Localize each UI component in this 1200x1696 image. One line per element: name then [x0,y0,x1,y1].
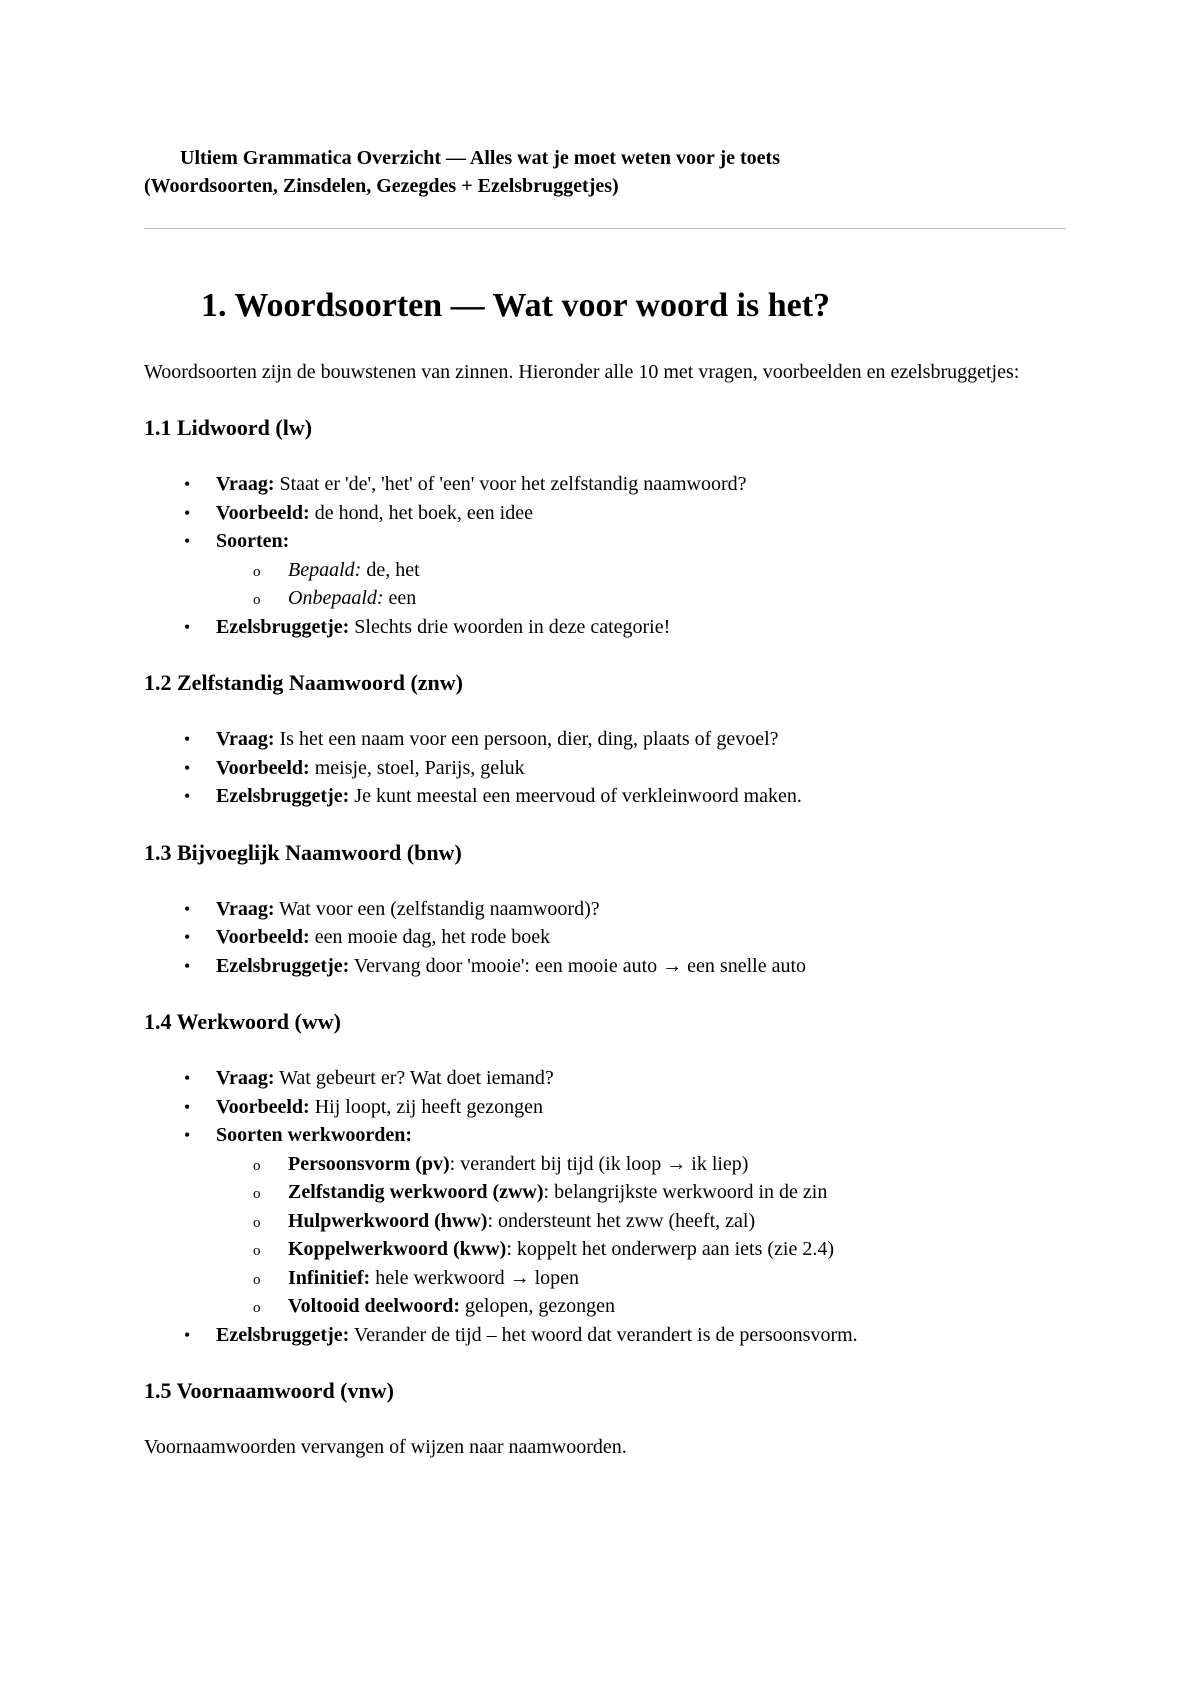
horizontal-rule [144,228,1066,229]
list-zelfstandig-naamwoord [144,725,1066,811]
document-body [144,358,1066,1461]
section-heading-woordsoorten: 1. Woordsoorten — Wat voor woord is het? [201,287,831,324]
sublist-lidwoord-soorten [216,556,1066,613]
document-title-line-1: Ultiem Grammatica Overzicht — Alles wat je moet weten voor je toets [180,147,780,169]
list-item: • Vraag: Staat er 'de', 'het' of 'een' voor het zelfstandig naamwoord? [144,470,1066,499]
list-item: • Ezelsbruggetje: Verander de tijd – het woord dat verandert is de persoonsvorm. [144,1321,1066,1350]
list-item: • Soorten werkwoorden: o Persoonsvorm (pv): verandert bij tijd (ik loop → ik liep) o Zelfstandig werkwoord (zww): belangrijkste werkwoord in de zin o Hulpwerkwoord (hww): ondersteunt het zww (heeft, zal) o Koppelwerkwoord (kww): koppelt het onderwerp aan iets (zie 2.4) o Infinitief: hele werkwoord → lopen o Voltooid deelwoord: gelopen, gezongen [144,1121,1066,1321]
subheading-werkwoord: 1.4 Werkwoord (ww) [144,1009,341,1034]
sublist-item: o Infinitief: hele werkwoord → lopen [144,1264,1066,1293]
document-title [144,144,1066,200]
sublist-item: o Koppelwerkwoord (kww): koppelt het onderwerp aan iets (zie 2.4) [144,1235,1066,1264]
subheading-lidwoord: 1.1 Lidwoord (lw) [144,415,313,440]
document-title-line-2: (Woordsoorten, Zinsdelen, Gezegdes + Ezelsbruggetjes) [144,175,619,197]
list-item: • Voorbeeld: meisje, stoel, Parijs, geluk [144,754,1066,783]
list-item: • Soorten: o Bepaald: de, het o Onbepaald: een [144,527,1066,613]
sublist-item: o Persoonsvorm (pv): verandert bij tijd (ik loop → ik liep) [144,1150,1066,1179]
list-werkwoord [144,1064,1066,1349]
list-item: • Ezelsbruggetje: Je kunt meestal een meervoud of verkleinwoord maken. [144,782,1066,811]
list-item: • Ezelsbruggetje: Slechts drie woorden in deze categorie! [144,613,1066,642]
list-bijvoeglijk-naamwoord [144,895,1066,981]
list-item: • Vraag: Wat voor een (zelfstandig naamwoord)? [144,895,1066,924]
sublist-item: o Voltooid deelwoord: gelopen, gezongen [144,1292,1066,1321]
sublist-item: o Hulpwerkwoord (hww): ondersteunt het zww (heeft, zal) [144,1207,1066,1236]
intro-paragraph: Woordsoorten zijn de bouwstenen van zinnen. Hieronder alle 10 met vragen, voorbeelden en ezelsbruggetjes: [144,361,1020,383]
voornaamwoord-paragraph: Voornaamwoorden vervangen of wijzen naar naamwoorden. [144,1436,627,1458]
list-item: • Ezelsbruggetje: Vervang door 'mooie': een mooie auto → een snelle auto [144,952,1066,981]
list-lidwoord [144,470,1066,641]
list-item: • Voorbeeld: de hond, het boek, een idee [144,499,1066,528]
subheading-voornaamwoord: 1.5 Voornaamwoord (vnw) [144,1378,394,1403]
list-item: • Vraag: Wat gebeurt er? Wat doet iemand? [144,1064,1066,1093]
sublist-item: o Bepaald: de, het [144,556,1066,585]
sublist-item: o Onbepaald: een [144,584,1066,613]
subheading-zelfstandig-naamwoord: 1.2 Zelfstandig Naamwoord (znw) [144,670,463,695]
list-item: • Voorbeeld: een mooie dag, het rode boek [144,923,1066,952]
subheading-bijvoeglijk-naamwoord: 1.3 Bijvoeglijk Naamwoord (bnw) [144,839,462,865]
sublist-soorten-werkwoorden [216,1150,1066,1321]
sublist-item: o Zelfstandig werkwoord (zww): belangrijkste werkwoord in de zin [144,1178,1066,1207]
list-item: • Voorbeeld: Hij loopt, zij heeft gezongen [144,1093,1066,1122]
list-item: • Vraag: Is het een naam voor een persoon, dier, ding, plaats of gevoel? [144,725,1066,754]
